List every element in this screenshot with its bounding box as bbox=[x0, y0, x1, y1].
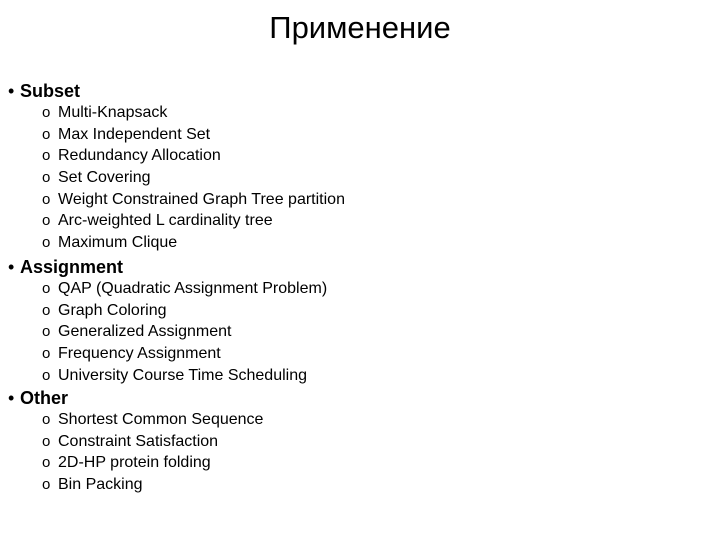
list-item bbox=[8, 300, 508, 322]
section-items bbox=[8, 409, 508, 496]
item-label: Max Independent Set bbox=[58, 125, 211, 143]
list-item bbox=[8, 210, 508, 232]
list-item bbox=[8, 167, 508, 189]
circle-bullet-icon: o bbox=[42, 476, 51, 494]
item-label: Shortest Common Sequence bbox=[58, 411, 264, 428]
section-subset bbox=[8, 80, 508, 254]
item-label: QAP (Quadratic Assignment Problem) bbox=[58, 280, 328, 297]
item-label: 2D-HP protein folding bbox=[58, 454, 211, 472]
item-label: Redundancy Allocation bbox=[58, 147, 221, 165]
list-item bbox=[8, 278, 508, 300]
section-assignment bbox=[8, 256, 508, 386]
section-heading bbox=[8, 80, 508, 102]
circle-bullet-icon: o bbox=[42, 104, 51, 121]
list-item bbox=[8, 189, 508, 211]
list-item bbox=[8, 409, 508, 431]
circle-bullet-icon: o bbox=[42, 280, 51, 297]
slide-title: Применение bbox=[269, 10, 451, 45]
circle-bullet-icon: o bbox=[42, 190, 51, 208]
circle-bullet-icon: o bbox=[42, 366, 51, 384]
item-label: Bin Packing bbox=[58, 476, 143, 494]
list-item bbox=[8, 232, 508, 254]
circle-bullet-icon: o bbox=[42, 454, 51, 472]
circle-bullet-icon: o bbox=[42, 323, 51, 341]
section-items bbox=[8, 102, 508, 254]
section-title: Other bbox=[20, 388, 69, 408]
item-label: Weight Constrained Graph Tree partition bbox=[58, 190, 345, 208]
list-item bbox=[8, 124, 508, 146]
bullet-icon: • bbox=[8, 81, 15, 101]
list-item bbox=[8, 321, 508, 343]
bullet-icon: • bbox=[8, 388, 15, 408]
section-title: Subset bbox=[20, 81, 81, 101]
list-item bbox=[8, 365, 508, 387]
circle-bullet-icon: o bbox=[42, 147, 51, 165]
item-label: Maximum Clique bbox=[58, 234, 178, 252]
section-title: Assignment bbox=[20, 257, 124, 277]
circle-bullet-icon: o bbox=[42, 411, 51, 428]
list-item bbox=[8, 102, 508, 124]
item-label: Arc-weighted L cardinality tree bbox=[58, 212, 273, 230]
item-label: Constraint Satisfaction bbox=[58, 432, 219, 450]
list-item bbox=[8, 343, 508, 365]
list-item bbox=[8, 145, 508, 167]
section-items bbox=[8, 278, 508, 386]
circle-bullet-icon: o bbox=[42, 169, 51, 187]
item-label: Multi-Knapsack bbox=[58, 104, 168, 121]
circle-bullet-icon: o bbox=[42, 234, 51, 252]
item-label: Set Covering bbox=[58, 169, 151, 187]
item-label: University Course Time Scheduling bbox=[58, 366, 307, 384]
item-label: Generalized Assignment bbox=[58, 323, 232, 341]
list-item bbox=[8, 474, 508, 496]
circle-bullet-icon: o bbox=[42, 432, 51, 450]
section-heading bbox=[8, 387, 508, 409]
circle-bullet-icon: o bbox=[42, 301, 51, 319]
circle-bullet-icon: o bbox=[42, 212, 51, 230]
circle-bullet-icon: o bbox=[42, 125, 51, 143]
item-label: Frequency Assignment bbox=[58, 345, 221, 363]
section-heading bbox=[8, 256, 508, 278]
item-label: Graph Coloring bbox=[58, 301, 167, 319]
section-other bbox=[8, 387, 508, 496]
bullet-icon: • bbox=[8, 257, 15, 277]
circle-bullet-icon: o bbox=[42, 345, 51, 363]
list-item bbox=[8, 452, 508, 474]
list-item bbox=[8, 431, 508, 453]
